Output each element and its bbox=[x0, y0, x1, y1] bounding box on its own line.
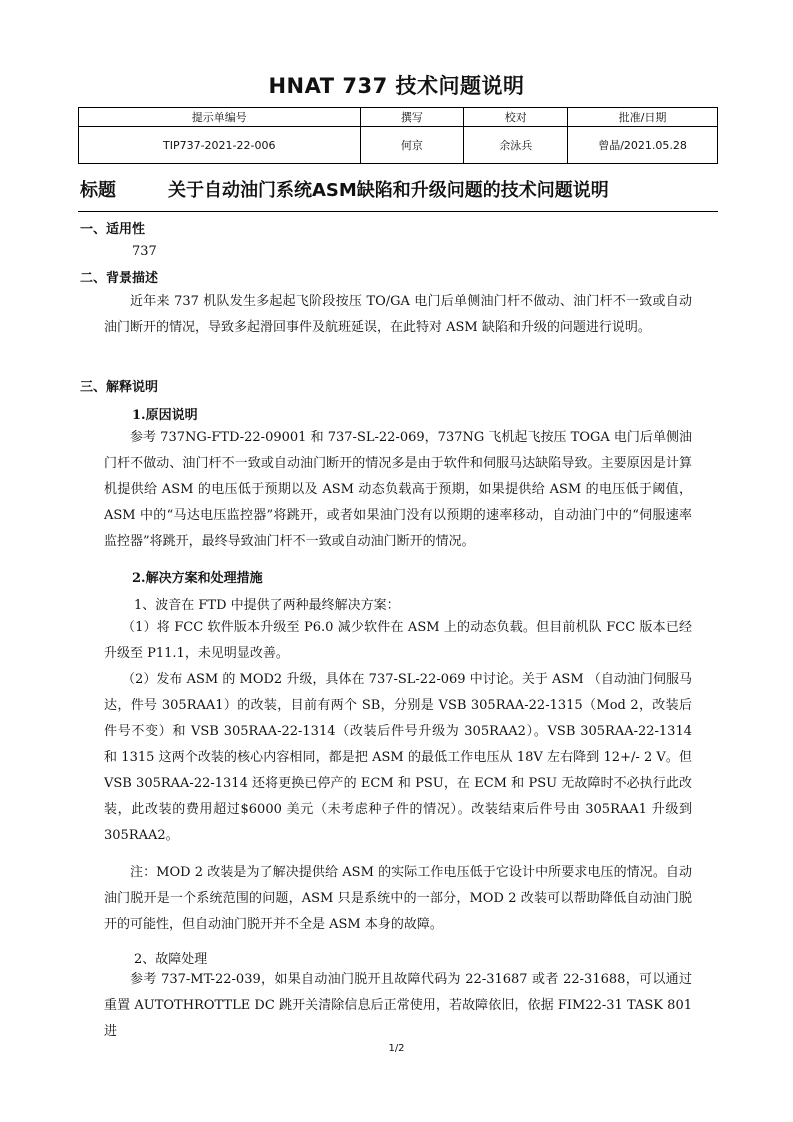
approval-table bbox=[78, 107, 718, 164]
approval-table-header-row bbox=[79, 108, 718, 127]
value-approval-date: 曾晶/2021.05.28 bbox=[568, 127, 718, 164]
topic-divider bbox=[78, 211, 718, 212]
solution-item-1: 1、波音在 FTD 中提供了两种最终解决方案： bbox=[134, 598, 400, 613]
note-paragraph: 注：MOD 2 改装是为了解决提供给 ASM 的实际工作电压低于它设计中所要求电压的情况。自动油门脱开是一个系统范围的问题，ASM 只是系统中的一部分，MOD 2 改装可以帮助降低自动油门脱开的可能性，但自动油门脱开并不全是 ASM 本身的故障。 bbox=[104, 865, 692, 932]
cause-heading: 1.原因说明 bbox=[132, 408, 198, 423]
header-tip-number: 提示单编号 bbox=[79, 108, 361, 127]
header-approval-date: 批准/日期 bbox=[568, 108, 718, 127]
document-title: HNAT 737 技术问题说明 bbox=[268, 74, 525, 98]
topic-label: 标题 bbox=[80, 180, 116, 201]
topic-text: 关于自动油门系统ASM缺陷和升级问题的技术问题说明 bbox=[168, 180, 609, 201]
value-reviewer: 余泳兵 bbox=[464, 127, 568, 164]
solution-option-1: （1）将 FCC 软件版本升级至 P6.0 减少软件在 ASM 上的动态负载。但目前机队 FCC 版本已经升级至 P11.1，未见明显改善。 bbox=[104, 620, 692, 661]
topic-heading bbox=[80, 176, 720, 202]
solution-option-2: （2）发布 ASM 的 MOD2 升级，具体在 737-SL-22-069 中讨论。关于 ASM （自动油门伺服马达，件号 305RAA1）的改装，目前有两个 SB，分别是 VSB 305RAA-22-1315（Mod 2，改装后件号不变）和 VSB 305RAA-22-1314（改装后件号升级为 305RAA2）。VSB 305RAA-22-1314 和 1315 这两个改装的核心内容相同，都是把 ASM 的最低工作电压从 18V 左右降到 12+/- 2 V。但 VSB 305RAA-22-1314 还将更换已停产的 ECM 和 PSU，在 ECM 和 PSU 无故障时不必执行此改装，此改装的费用超过$6000 美元（未考虑种子件的情况）。改装结束后件号由 305RAA1 升级到 305RAA2。 bbox=[104, 672, 692, 843]
applicability-text: 737 bbox=[132, 244, 157, 259]
page-number: 1/2 bbox=[388, 1043, 405, 1054]
header-author: 撰写 bbox=[360, 108, 464, 127]
solution-heading: 2.解决方案和处理措施 bbox=[132, 571, 263, 586]
section-background-heading: 二、背景描述 bbox=[80, 271, 159, 286]
cause-paragraph: 参考 737NG-FTD-22-09001 和 737-SL-22-069，737NG 飞机起飞按压 TOGA 电门后单侧油门杆不做动、油门杆不一致或自动油门断开的情况多是由于软件和伺服马达缺陷导致。主要原因是计算机提供给 ASM 的电压低于预期以及 ASM 动态负载高于预期，如果提供给 ASM 的电压低于阈值，ASM 中的“马达电压监控器”将跳开，或者如果油门没有以预期的速率移动，自动油门中的“伺服速率监控器”将跳开，最终导致油门杆不一致或自动油门断开的情况。 bbox=[104, 430, 692, 549]
section-explanation-heading: 三、解释说明 bbox=[80, 380, 159, 395]
background-paragraph: 近年来 737 机队发生多起起飞阶段按压 TO/GA 电门后单侧油门杆不做动、油门杆不一致或自动油门断开的情况，导致多起滑回事件及航班延误，在此特对 ASM 缺陷和升级的问题进行说明。 bbox=[104, 294, 692, 335]
fault-handling-paragraph: 参考 737-MT-22-039，如果自动油门脱开且故障代码为 22-31687 或者 22-31688，可以通过重置 AUTOTHROTTLE DC 跳开关清除信息后正常使用，若故障依旧，依据 FIM22-31 TASK 801 进 bbox=[104, 972, 692, 1039]
header-reviewer: 校对 bbox=[464, 108, 568, 127]
value-author: 何京 bbox=[360, 127, 464, 164]
value-tip-number: TIP737-2021-22-006 bbox=[79, 127, 361, 164]
approval-table-value-row bbox=[79, 127, 718, 164]
section-applicability-heading: 一、适用性 bbox=[80, 222, 146, 237]
fault-handling-heading: 2、故障处理 bbox=[134, 952, 208, 967]
